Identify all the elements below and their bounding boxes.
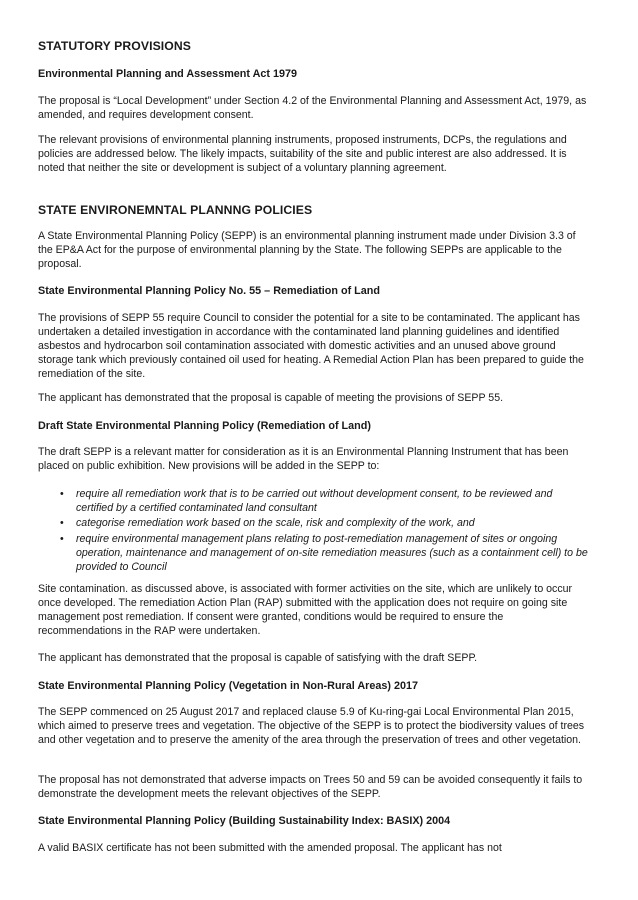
paragraph: The SEPP commenced on 25 August 2017 and replaced clause 5.9 of Ku-ring-gai Local Environmental Plan 2015, which aimed to preserve trees and vegetation. The objective of the SEPP is to protect the biodiversity values of trees and other vegetation and to preserve the amenity of the area through the preservation of trees and other vegetation. — [38, 706, 585, 746]
epa-act-subheading: Environmental Planning and Assessment Act 1979 — [38, 68, 298, 80]
paragraph: A valid BASIX certificate has not been submitted with the amended proposal. The applicant has not — [38, 842, 502, 854]
paragraph: A State Environmental Planning Policy (SEPP) is an environmental planning instrument made under Division 3.3 of the EP&A Act for the purpose of environmental planning by the State. The following SEPPs are applicable to the proposal. — [38, 230, 576, 270]
basix-sepp-heading: State Environmental Planning Policy (Building Sustainability Index: BASIX) 2004 — [38, 815, 451, 827]
list-item — [38, 533, 590, 575]
vegetation-sepp-heading: State Environmental Planning Policy (Vegetation in Non-Rural Areas) 2017 — [38, 680, 418, 692]
list-item — [38, 517, 590, 531]
sepp55-heading: State Environmental Planning Policy No. 55 – Remediation of Land — [38, 285, 380, 297]
draft-sepp-heading: Draft State Environmental Planning Policy (Remediation of Land) — [38, 420, 371, 432]
bullet-icon: • — [60, 488, 64, 500]
list-item — [38, 488, 590, 516]
list-item-text: require all remediation work that is to be carried out without development consent, to be reviewed and certified by a certified contaminated land consultant — [76, 488, 553, 514]
paragraph: The provisions of SEPP 55 require Council to consider the potential for a site to be contaminated. The applicant has undertaken a detailed investigation in accordance with the contaminated land planning guidelines and identified asbestos and hydrocarbon soil contamination associated with domestic activities and an unused above ground storage tank which previously contained oil used for heating. A Remedial Action Plan has been prepared to guide the remediation of the site. — [38, 312, 584, 380]
paragraph: The draft SEPP is a relevant matter for consideration as it is an Environmental Planning Instrument that has been placed on public exhibition. New provisions will be added in the SEPP to: — [38, 446, 569, 472]
paragraph: The proposal is “Local Development” under Section 4.2 of the Environmental Planning and Assessment Act, 1979, as amended, and requires development consent. — [38, 95, 587, 121]
list-item-text: require environmental management plans relating to post-remediation management of sites or ongoing operation, maintenance and management of on-site remediation measures (such as a containment cell) to be provided to Council — [76, 532, 588, 573]
sepp-section-heading: STATE ENVIRONEMNTAL PLANNNG POLICIES — [38, 203, 313, 217]
paragraph: The applicant has demonstrated that the proposal is capable of meeting the provisions of SEPP 55. — [38, 392, 504, 404]
paragraph: The applicant has demonstrated that the proposal is capable of satisfying with the draft SEPP. — [38, 652, 478, 664]
bullet-icon: • — [60, 517, 64, 530]
bullet-icon: • — [60, 532, 64, 545]
statutory-provisions-heading: STATUTORY PROVISIONS — [38, 39, 192, 53]
list-item-text: categorise remediation work based on the scale, risk and complexity of the work, and — [76, 517, 475, 530]
paragraph: The relevant provisions of environmental planning instruments, proposed instruments, DCPs, the regulations and policies are addressed below. The likely impacts, suitability of the site and public interest are also addressed. It is noted that neither the site or development is subject of a voluntary planning agreement. — [38, 134, 567, 174]
paragraph: The proposal has not demonstrated that adverse impacts on Trees 50 and 59 can be avoided consequently it fails to demonstrate the development meets the relevant objectives of the SEPP. — [38, 774, 583, 800]
paragraph: Site contamination. as discussed above, is associated with former activities on the site, which are unlikely to occur once developed. The remediation Action Plan (RAP) submitted with the application does not require on going site management post remediation. If consent were granted, conditions would be required to ensure the recommendations in the RAP were undertaken. — [38, 583, 573, 637]
provisions-list — [38, 488, 590, 576]
